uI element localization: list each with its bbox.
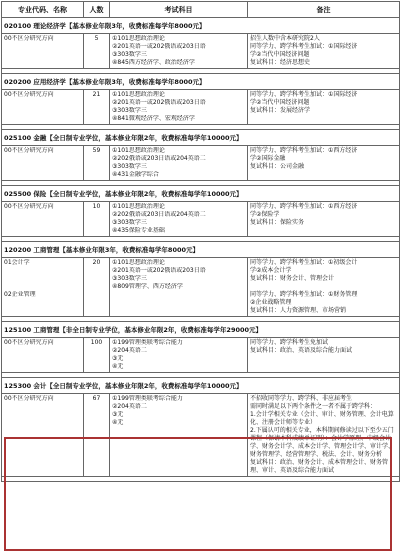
cell-line: ④841微观经济学、宏观经济学 bbox=[112, 115, 195, 122]
cell-line: 学②保险学 bbox=[250, 211, 280, 218]
cell-line: 00不区分研究方向 bbox=[4, 147, 54, 154]
section-header-row bbox=[2, 378, 400, 394]
header-subjects: 考试科目 bbox=[110, 2, 248, 18]
cell-line: 同等学力、跨学科考生免加试 bbox=[250, 339, 329, 346]
cell-line: ③303数学三 bbox=[112, 163, 147, 170]
cell-line: 复试科目：政治、财务会计、成本管理会计、财务管理、审计、英语及综合能力面试 bbox=[250, 459, 389, 474]
header-major: 专业代码、名称 bbox=[2, 2, 84, 18]
enrollment-count: 21 bbox=[84, 90, 110, 125]
section-title: 025100 金融【全日制专业学位，基本修业年限2年，收费标准每学年10000元】 bbox=[2, 130, 400, 146]
cell-line: 复试科目：保险实务 bbox=[250, 219, 305, 226]
cell-line: ②202俄语或203日语或204英语二 bbox=[112, 155, 206, 162]
section-header-row bbox=[2, 242, 400, 258]
cell-line: 复试科目：政治、英语及综合能力面试 bbox=[250, 347, 353, 354]
cell-line: 1.会计学相关专业（会计、审计、财务管理、会计电算化、注册会计师等专业） bbox=[250, 411, 394, 426]
cell-line: ①101思想政治理论 bbox=[112, 203, 165, 210]
cell-line: 复试科目：人力资源管理、市场营销 bbox=[250, 307, 347, 314]
cell-line: ④无 bbox=[112, 363, 124, 370]
cell-line: ①101思想政治理论 bbox=[112, 35, 165, 42]
remarks bbox=[248, 34, 400, 69]
cell-line bbox=[4, 267, 81, 275]
cell-line: ②201英语一或202俄语或203日语 bbox=[112, 43, 206, 50]
section-title: 125100 工商管理【非全日制专业学位，基本修业年限2年，收费标准每学年29000元】 bbox=[2, 322, 400, 338]
cell-line: 不招收同等学力、跨学科、非应届考生 bbox=[250, 395, 353, 402]
enrollment-count: 10 bbox=[84, 202, 110, 237]
cell-line bbox=[250, 283, 397, 291]
research-direction bbox=[2, 90, 84, 125]
cell-line: ①101思想政治理论 bbox=[112, 259, 165, 266]
section-header-row bbox=[2, 18, 400, 34]
cell-line: 复试科目：经济思想史 bbox=[250, 59, 311, 66]
cell-line: 招生人数中含本研究院2人 bbox=[250, 35, 320, 42]
exam-subjects bbox=[110, 202, 248, 237]
cell-line: ②201英语一或202俄语或203日语 bbox=[112, 99, 206, 106]
table-row bbox=[2, 338, 400, 373]
cell-line: ①101思想政治理论 bbox=[112, 91, 165, 98]
cell-line: ③303数学三 bbox=[112, 275, 147, 282]
exam-subjects bbox=[110, 394, 248, 477]
exam-subjects bbox=[110, 146, 248, 181]
cell-line: 00不区分研究方向 bbox=[4, 395, 54, 402]
cell-line: 复试科目：财务会计、管理会计 bbox=[250, 275, 335, 282]
section-title: 025500 保险【全日制专业学位，基本修业年限2年，收费标准每学年10000元】 bbox=[2, 186, 400, 202]
section-title: 020100 理论经济学【基本修业年限3年，收费标准每学年8000元】 bbox=[2, 18, 400, 34]
cell-line: 同等学力、跨学科考生加试：①西方经济 bbox=[250, 203, 358, 210]
cell-line: 学②国际金融 bbox=[250, 155, 286, 162]
section-header-row bbox=[2, 186, 400, 202]
research-direction bbox=[2, 394, 84, 477]
exam-subjects bbox=[110, 34, 248, 69]
cell-line: 同等学力、跨学科考生加试：①西方经济 bbox=[250, 147, 358, 154]
cell-line: 同等学力、跨学科考生加试：①国际经济 bbox=[250, 43, 358, 50]
cell-line: 2.下属认可的相关专业，本科期间修读过以下至少五门课程（保请本科成绩单证明）：会计学原理、中级会计学、财务会计学、成本会计学、管理会计学、审计学、财务管理学、经营管理学、税法、会计、财务分析 bbox=[250, 427, 395, 458]
section-title: 125300 会计【全日制专业学位，基本修业年限2年，收费标准每学年10000元】 bbox=[2, 378, 400, 394]
cell-line: ④435保险专业基础 bbox=[112, 227, 165, 234]
section-title: 120200 工商管理【基本修业年限3年，收费标准每学年8000元】 bbox=[2, 242, 400, 258]
cell-line: ③无 bbox=[112, 355, 124, 362]
cell-line: 00不区分研究方向 bbox=[4, 91, 54, 98]
remarks bbox=[248, 394, 400, 477]
cell-line: 学②成本会计学 bbox=[250, 267, 292, 274]
cell-line: ④845西方经济学、政治经济学 bbox=[112, 59, 195, 66]
exam-subjects bbox=[110, 338, 248, 373]
exam-subjects bbox=[110, 90, 248, 125]
cell-line: 复试科目：发展经济学 bbox=[250, 107, 311, 114]
remarks bbox=[248, 258, 400, 317]
cell-line: ③303数学三 bbox=[112, 107, 147, 114]
cell-line: 同等学力、跨学科考生加试：①初级会计 bbox=[250, 259, 358, 266]
table-row bbox=[2, 90, 400, 125]
section-header-row bbox=[2, 74, 400, 90]
cell-line: ①199管理类联考综合能力 bbox=[112, 339, 183, 346]
cell-line: 学②当代中国经济问题 bbox=[250, 99, 310, 106]
exam-subjects bbox=[110, 258, 248, 317]
enrollment-count: 20 bbox=[84, 258, 110, 317]
table-row bbox=[2, 258, 400, 317]
table-row bbox=[2, 202, 400, 237]
cell-line: ③303数学三 bbox=[112, 219, 147, 226]
header-count: 人数 bbox=[84, 2, 110, 18]
cell-line: 复试科目：公司金融 bbox=[250, 163, 305, 170]
header-notes: 备注 bbox=[248, 2, 400, 18]
cell-line: ③303数学三 bbox=[112, 51, 147, 58]
enrollment-count: 100 bbox=[84, 338, 110, 373]
cell-line: ②201英语一或202俄语或203日语 bbox=[112, 267, 206, 274]
spacer-cell bbox=[2, 477, 400, 482]
remarks bbox=[248, 90, 400, 125]
cell-line: ②202俄语或203日语或204英语二 bbox=[112, 211, 206, 218]
enrollment-count: 67 bbox=[84, 394, 110, 477]
research-direction bbox=[2, 202, 84, 237]
research-direction bbox=[2, 258, 84, 317]
research-direction bbox=[2, 34, 84, 69]
cell-line bbox=[4, 275, 81, 283]
table-row bbox=[2, 394, 400, 477]
cell-line: 02企业管理 bbox=[4, 291, 36, 298]
cell-line bbox=[4, 283, 81, 291]
cell-line: ④431金融学综合 bbox=[112, 171, 159, 178]
cell-line: 同等学力、跨学科考生加试：①财务管理 bbox=[250, 291, 358, 298]
spacer-row bbox=[2, 477, 400, 482]
research-direction bbox=[2, 146, 84, 181]
cell-line: ①101思想政治理论 bbox=[112, 147, 165, 154]
cell-line: ④809管理学、西方经济学 bbox=[112, 283, 183, 290]
cell-line: ②204英语二 bbox=[112, 403, 147, 410]
cell-line: ④无 bbox=[112, 419, 124, 426]
cell-line: 需同时满足以下两个条件之一者不属于跨学科： bbox=[250, 403, 377, 410]
cell-line: 00不区分研究方向 bbox=[4, 203, 54, 210]
cell-line: 01会计学 bbox=[4, 259, 30, 266]
section-header-row bbox=[2, 130, 400, 146]
section-title: 020200 应用经济学【基本修业年限3年，收费标准每学年8000元】 bbox=[2, 74, 400, 90]
table-row bbox=[2, 146, 400, 181]
remarks bbox=[248, 338, 400, 373]
cell-line: 学②当代中国经济问题 bbox=[250, 51, 310, 58]
cell-line: 00不区分研究方向 bbox=[4, 339, 54, 346]
enrollment-count: 5 bbox=[84, 34, 110, 69]
cell-line: 00不区分研究方向 bbox=[4, 35, 54, 42]
research-direction bbox=[2, 338, 84, 373]
cell-line: ①199管理类联考综合能力 bbox=[112, 395, 183, 402]
enrollment-table bbox=[1, 1, 400, 482]
cell-line: 同等学力、跨学科考生加试：①国际经济 bbox=[250, 91, 358, 98]
cell-line: ②企业战略管理 bbox=[250, 299, 292, 306]
cell-line: ③无 bbox=[112, 411, 124, 418]
section-header-row bbox=[2, 322, 400, 338]
remarks bbox=[248, 202, 400, 237]
header-row bbox=[2, 2, 400, 18]
cell-line: ②204英语二 bbox=[112, 347, 147, 354]
remarks bbox=[248, 146, 400, 181]
table-row bbox=[2, 34, 400, 69]
enrollment-count: 59 bbox=[84, 146, 110, 181]
